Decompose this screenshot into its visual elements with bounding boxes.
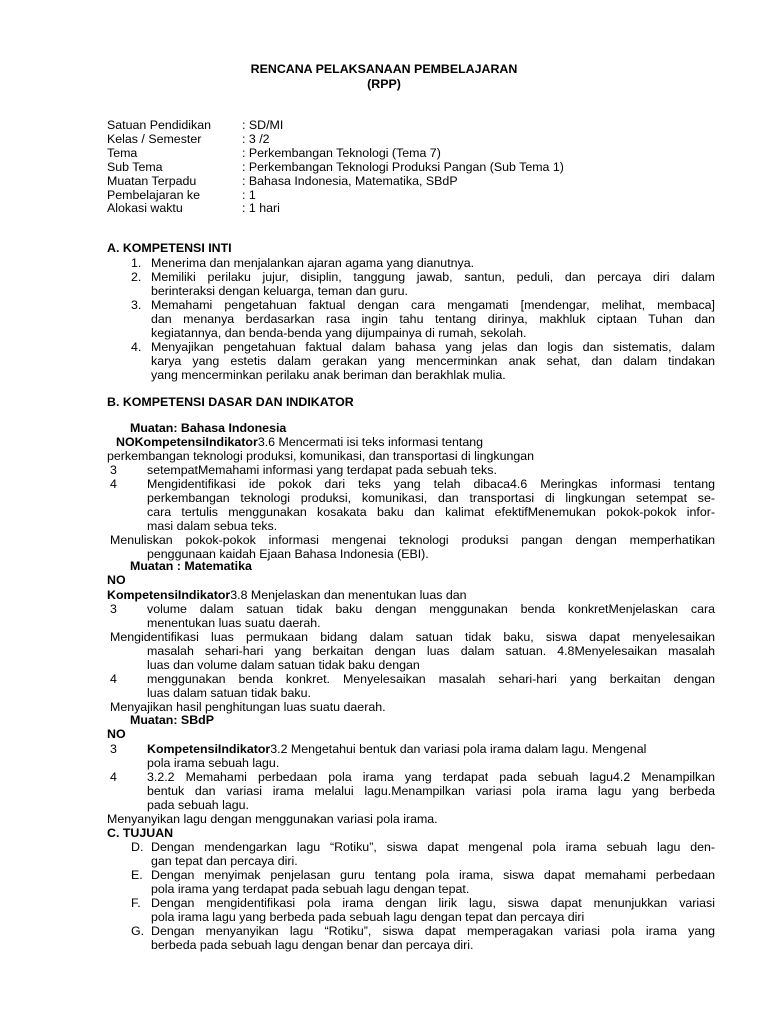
table-cell: menggunakan benda konkret. Menyelesaikan masalah sehari-hari yang berkaitan dengan — [147, 672, 715, 686]
identity-label: Satuan Pendidikan — [107, 118, 212, 132]
row-number: 4 — [110, 770, 117, 784]
table-cell: luas dalam satuan tidak baku. — [147, 686, 311, 700]
table-cell: perkembangan teknologi produksi, komunikasi, dan transportasi di lingkungan — [107, 449, 535, 463]
identity-value: : 1 hari — [242, 201, 280, 215]
table-cell: Menuliskan pokok-pokok informasi mengenai teknologi produksi pangan dengan memperhatikan — [110, 533, 715, 547]
table-header: NO — [107, 573, 126, 587]
section-b-heading: B. KOMPETENSI DASAR DAN INDIKATOR — [107, 395, 354, 409]
list-item-text: pola irama yang terdapat pada sebuah lagu dengan tepat. — [151, 882, 470, 896]
list-item-text: kegiatannya, dan benda-benda yang dijumpainya di rumah, sekolah. — [151, 326, 527, 340]
identity-label: Alokasi waktu — [107, 201, 183, 215]
subsection-heading: Muatan: Bahasa Indonesia — [130, 421, 287, 435]
identity-value: : Perkembangan Teknologi Produksi Pangan (Sub Tema 1) — [242, 160, 564, 174]
row-number: 3 — [110, 463, 117, 477]
table-header-row — [147, 742, 646, 756]
list-item-text: Menyajikan pengetahuan faktual dalam bahasa yang jelas dan logis dan sistematis, dalam — [151, 340, 715, 354]
list-item-text: Dengan mendengarkan lagu “Rotiku”, siswa dapat mengenal pola irama sebuah lagu den- — [151, 840, 715, 854]
row-number: 3 — [110, 742, 117, 756]
identity-label: Tema — [107, 146, 138, 160]
row-number: 4 — [110, 477, 117, 491]
table-cell: pola irama sebuah lagu. — [147, 756, 280, 770]
list-item-number: F. — [131, 896, 141, 910]
table-cell: Mengidentifikasi ide pokok dari teks yang telah dibaca4.6 Meringkas informasi tentang — [147, 477, 715, 491]
list-item-text: Dengan mengidentifikasi pola irama dengan lirik lagu, siswa dapat menunjukkan variasi — [151, 896, 715, 910]
table-cell: penggunaan kaidah Ejaan Bahasa Indonesia (EBI). — [147, 547, 429, 561]
table-cell: 3.2 Mengetahui bentuk dan variasi pola irama dalam lagu. Mengenal — [270, 742, 647, 756]
list-item-number: G. — [131, 924, 145, 938]
list-item-text: Dengan menyanyikan lagu “Rotiku”, siswa dapat memperagakan variasi pola irama yang — [151, 924, 715, 938]
list-item-text: Menerima dan menjalankan ajaran agama yang dianutnya. — [151, 256, 475, 270]
list-item-number: 3. — [131, 298, 142, 312]
table-cell: Mengidentifikasi luas permukaan bidang dalam satuan tidak baku, siswa dapat menyelesaikan — [110, 630, 715, 644]
list-item-text: gan tepat dan percaya diri. — [151, 854, 298, 868]
list-item-number: E. — [131, 868, 143, 882]
subsection-heading: Muatan : Matematika — [130, 559, 252, 573]
table-header: NO — [107, 727, 126, 741]
table-header: KompetensiIndikator — [107, 588, 231, 602]
list-item-number: 1. — [131, 256, 142, 270]
table-cell: perkembangan teknologi produksi, komunikasi, dan transportasi di lingkungan setempat se- — [147, 491, 715, 505]
list-item-text: Memahami pengetahuan faktual dengan cara mengamati [mendengar, melihat, membaca] — [151, 298, 715, 312]
table-header: NOKompetensiIndikator — [116, 435, 258, 449]
list-item-number: 2. — [131, 270, 142, 284]
list-item-text: pola irama lagu yang berbeda pada sebuah lagu dengan tepat dan percaya diri — [151, 910, 585, 924]
identity-label: Muatan Terpadu — [107, 174, 197, 188]
table-cell: luas dan volume dalam satuan tidak baku dengan — [147, 658, 420, 672]
table-header-row — [107, 588, 467, 602]
list-item-text: dan menanya berdasarkan rasa ingin tahu tentang dirinya, makhluk ciptaan Tuhan dan — [151, 312, 715, 326]
table-cell: pada sebuah lagu. — [147, 798, 249, 812]
section-a-heading: A. KOMPETENSI INTI — [107, 241, 232, 255]
table-header: KompetensiIndikator — [147, 742, 271, 756]
identity-label: Kelas / Semester — [107, 132, 202, 146]
table-cell: masi dalam sebua teks. — [147, 519, 278, 533]
table-cell: 3.2.2 Memahami perbedaan pola irama yang terdapat pada sebuah lagu4.2 Menampilkan — [147, 770, 715, 784]
table-cell: 3.6 Mencermati isi teks informasi tentang — [257, 435, 484, 449]
identity-value: : 1 — [242, 188, 256, 202]
list-item-text: yang mencerminkan perilaku anak beriman dan berakhlak mulia. — [151, 368, 506, 382]
list-item-text: Memiliki perilaku jujur, disiplin, tanggung jawab, santun, peduli, dan percaya diri dalam — [151, 270, 715, 284]
section-c-heading: C. TUJUAN — [107, 826, 174, 840]
list-item-number: 4. — [131, 340, 142, 354]
row-number: 4 — [110, 672, 117, 686]
identity-value: : SD/MI — [242, 118, 284, 132]
table-cell: setempatMemahami informasi yang terdapat pada sebuah teks. — [147, 463, 497, 477]
list-item-text: berinteraksi dengan keluarga, teman dan guru. — [151, 284, 408, 298]
row-number: 3 — [110, 602, 117, 616]
identity-label: Sub Tema — [107, 160, 163, 174]
page-title: RENCANA PELAKSANAAN PEMBELAJARAN — [250, 62, 518, 76]
identity-label: Pembelajaran ke — [107, 188, 200, 202]
table-cell: Menyajikan hasil penghitungan luas suatu daerah. — [110, 700, 386, 714]
list-item-text: Dengan menyimak penjelasan guru tentang pola irama, siswa dapat memahami perbedaan — [151, 868, 715, 882]
table-cell: cara tertulis menggunakan kosakata baku dan kalimat efektifMenemukan pokok-pokok infor- — [147, 505, 715, 519]
table-cell: 3.8 Menjelaskan dan menentukan luas dan — [230, 588, 467, 602]
table-cell: Menyanyikan lagu dengan menggunakan variasi pola irama. — [107, 812, 438, 826]
identity-value: : Bahasa Indonesia, Matematika, SBdP — [242, 174, 458, 188]
subsection-heading: Muatan: SBdP — [130, 713, 214, 727]
identity-value: : Perkembangan Teknologi (Tema 7) — [242, 146, 441, 160]
table-cell: volume dalam satuan tidak baku dengan menggunakan benda konkretMenjelaskan cara — [147, 602, 715, 616]
table-cell: masalah sehari-hari yang berkaitan dengan luas dalam satuan. 4.8Menyelesaikan masalah — [147, 644, 715, 658]
identity-value: : 3 /2 — [242, 132, 270, 146]
list-item-number: D. — [131, 840, 144, 854]
table-cell: bentuk dan variasi irama melalui lagu.Menampilkan variasi pola irama lagu yang berbeda — [147, 784, 715, 798]
table-cell: menentukan luas suatu daerah. — [147, 616, 321, 630]
list-item-text: karya yang estetis dalam gerakan yang mencerminkan anak sehat, dan dalam tindakan — [151, 354, 715, 368]
list-item-text: berbeda pada sebuah lagu dengan benar dan percaya diri. — [151, 938, 474, 952]
page-subtitle: (RPP) — [367, 77, 401, 91]
table-header-row — [116, 435, 483, 449]
